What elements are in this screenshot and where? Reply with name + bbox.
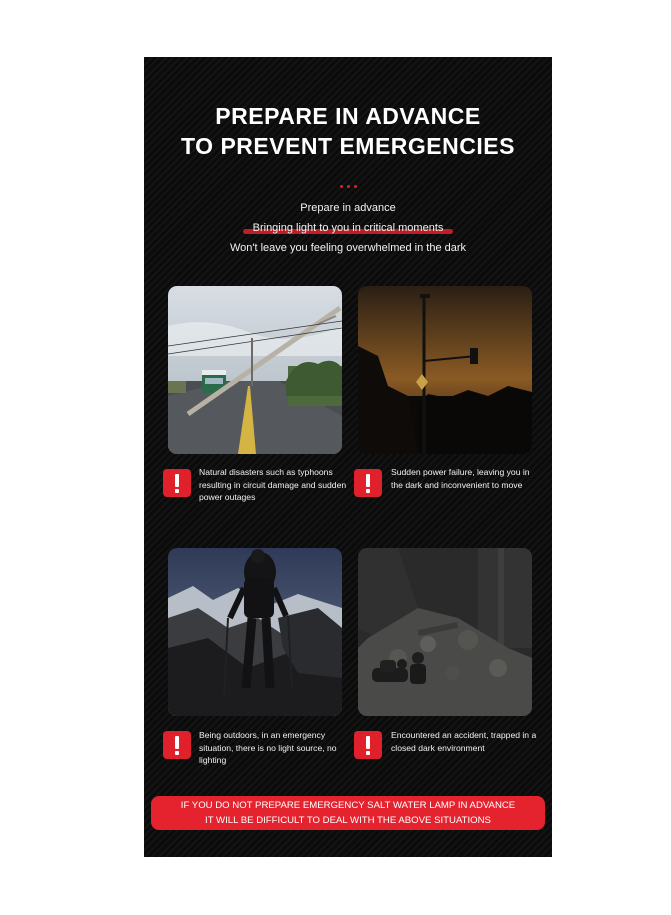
power-outage-photo — [358, 286, 532, 454]
poster — [144, 57, 552, 857]
collapsed-building-photo — [358, 548, 532, 716]
banner-line-2: IT WILL BE DIFFICULT TO DEAL WITH THE ABOVE SITUATIONS — [205, 815, 491, 826]
banner-line-1: IF YOU DO NOT PREPARE EMERGENCY SALT WATER LAMP IN ADVANCE — [180, 800, 516, 811]
exclamation-icon — [354, 469, 382, 497]
subtitle-line-3: Won't leave you feeling overwhelmed in the dark — [229, 242, 467, 254]
scenario-caption-2: Sudden power failure, leaving you in the dark and inconvenient to move — [391, 467, 530, 490]
scenario-caption-4: Encountered an accident, trapped in a closed dark environment — [391, 730, 537, 753]
subtitle-highlight: Bringing light to you in critical moments — [249, 221, 448, 235]
exclamation-icon — [163, 731, 191, 759]
title-line-2: TO PREVENT EMERGENCIES — [181, 133, 515, 159]
storm-damage-photo — [168, 286, 342, 454]
subtitle-line-2 — [144, 221, 552, 235]
hiker-photo — [168, 548, 342, 716]
exclamation-icon — [354, 731, 382, 759]
decorative-dots — [144, 175, 552, 193]
warning-banner — [151, 796, 545, 830]
scenario-caption-1: Natural disasters such as typhoons resulting in circuit damage and sudden power outages — [199, 467, 347, 502]
scenario-caption-3: Being outdoors, in an emergency situation, there is no light source, no lighting — [199, 730, 337, 765]
title-line-1: PREPARE IN ADVANCE — [215, 103, 481, 129]
exclamation-icon — [163, 469, 191, 497]
subtitle-line-1: Prepare in advance — [300, 202, 396, 214]
